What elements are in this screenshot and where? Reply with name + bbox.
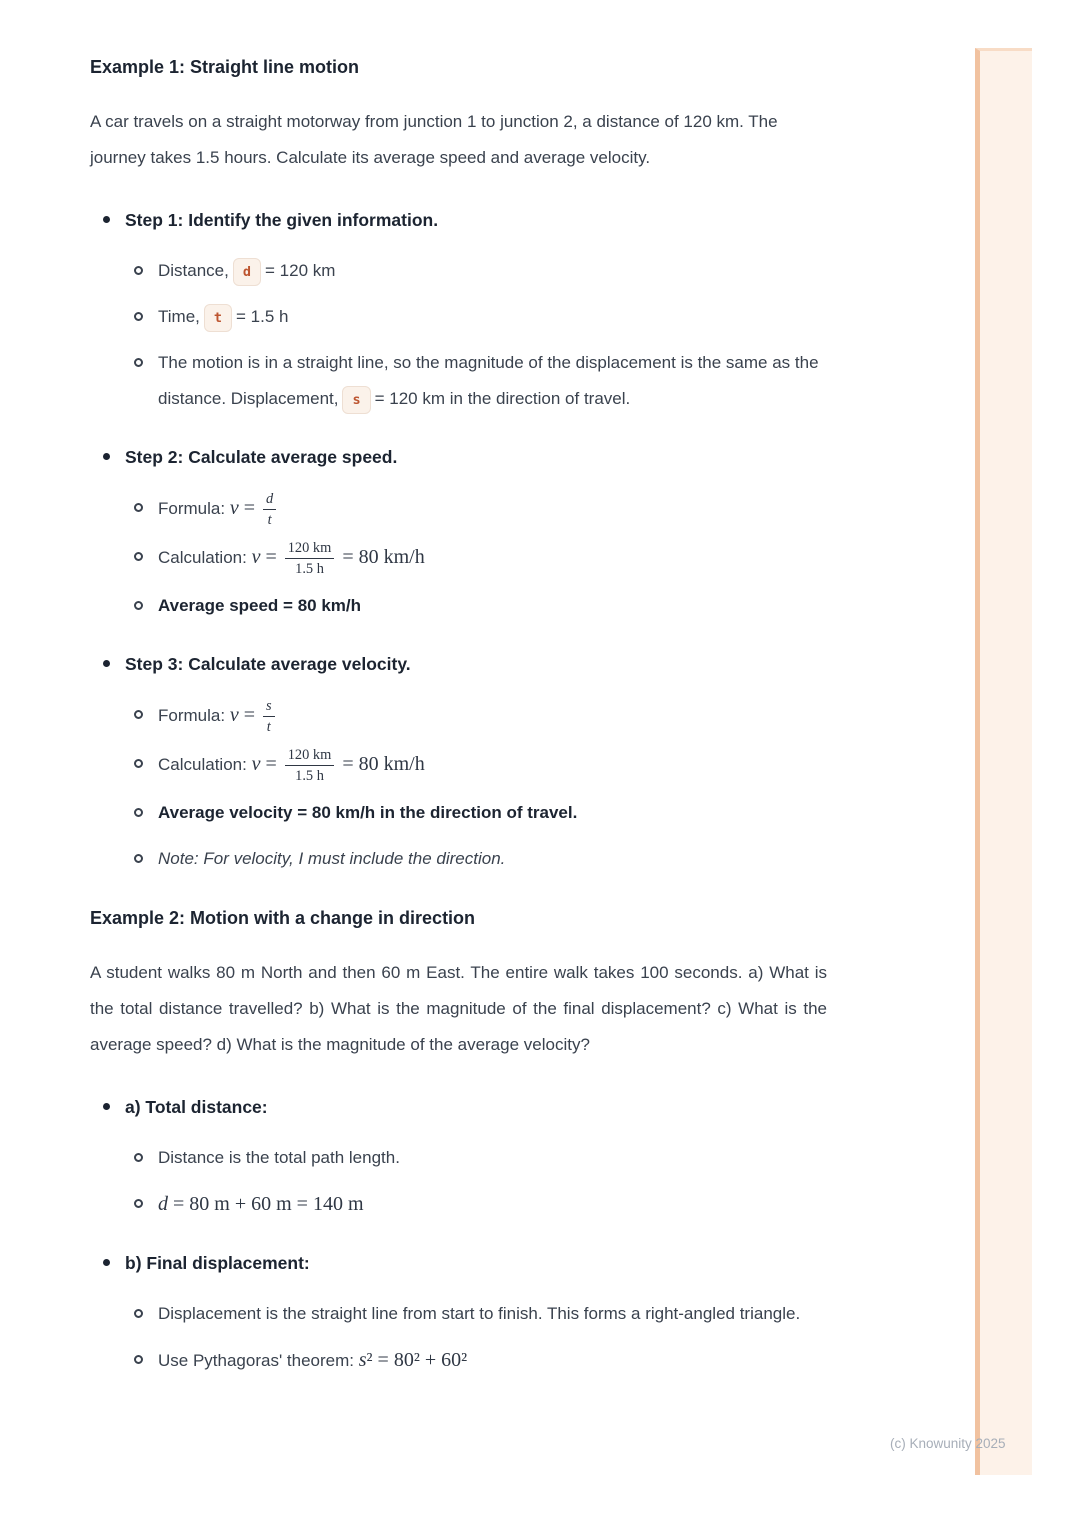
disc-bullet-icon bbox=[103, 216, 110, 223]
velocity-result: Average velocity = 80 km/h in the direction of travel. bbox=[158, 803, 578, 822]
formula-label: Formula: bbox=[158, 706, 226, 726]
example1-intro-paragraph: A car travels on a straight motorway from junction 1 to junction 2, a distance of 120 km. The journey takes 1.5 hours. Calculate its average speed and average velocity. bbox=[90, 112, 778, 167]
speed-formula-math: v = $\frac{d}{t}$ bbox=[230, 497, 279, 519]
pythagoras-item bbox=[125, 1342, 827, 1379]
fraction: $\frac{120 km}{1.5 h}$ bbox=[285, 746, 335, 785]
displacement-note-pre: The motion is in a straight line, so the magnitude of the displacement is the same as the distance. Displacement, bbox=[158, 353, 819, 408]
example2-intro-paragraph: A student walks 80 m North and then 60 m East. The entire walk takes 100 seconds. a) What is the total distance travelled? b) What is the magnitude of the final displacement? c) What is the average speed? d) What is the magnitude of the average velocity? bbox=[90, 963, 827, 1054]
distance-given-pre: Distance, bbox=[158, 261, 229, 280]
circle-bullet-icon bbox=[134, 552, 143, 561]
velocity-note-item bbox=[125, 841, 827, 877]
variable-badge-t: t bbox=[204, 304, 232, 332]
distance-given-post: = 120 km bbox=[265, 261, 336, 280]
circle-bullet-icon bbox=[134, 710, 143, 719]
circle-bullet-icon bbox=[134, 503, 143, 512]
variable-badge-d: d bbox=[233, 258, 261, 286]
circle-bullet-icon bbox=[134, 1309, 143, 1318]
list-item bbox=[125, 345, 827, 417]
velocity-formula-item bbox=[125, 697, 827, 736]
step2-sublist bbox=[125, 490, 827, 624]
disc-bullet-icon bbox=[103, 660, 110, 667]
part-b-sublist bbox=[125, 1296, 827, 1379]
velocity-note: Note: For velocity, I must include the direction. bbox=[158, 849, 506, 868]
circle-bullet-icon bbox=[134, 1199, 143, 1208]
calculation-label: Calculation: bbox=[158, 548, 247, 568]
time-given-pre: Time, bbox=[158, 307, 200, 326]
pythagoras-equation-math: s² = 80² + 60² bbox=[358, 1349, 468, 1371]
displacement-definition-text: Displacement is the straight line from start to finish. This forms a right-angled triangle. bbox=[158, 1304, 801, 1323]
list-item bbox=[125, 1140, 827, 1176]
circle-bullet-icon bbox=[134, 1355, 143, 1364]
velocity-calculation-math: v = $\frac{120 km}{1.5 h}$ = 80 km/h bbox=[251, 747, 425, 784]
circle-bullet-icon bbox=[134, 854, 143, 863]
notes-content bbox=[90, 54, 827, 1407]
part-a-heading: a) Total distance: bbox=[125, 1097, 268, 1117]
step2-item bbox=[90, 439, 827, 624]
disc-bullet-icon bbox=[103, 1103, 110, 1110]
formula-label: Formula: bbox=[158, 499, 226, 519]
copyright-text: (c) Knowunity 2025 bbox=[890, 1436, 1006, 1451]
displacement-note-post: = 120 km in the direction of travel. bbox=[374, 389, 631, 408]
list-item bbox=[125, 253, 827, 289]
accent-stripe bbox=[975, 48, 1032, 1475]
circle-bullet-icon bbox=[134, 759, 143, 768]
speed-result-item bbox=[125, 588, 827, 624]
circle-bullet-icon bbox=[134, 358, 143, 367]
velocity-calculation-item bbox=[125, 746, 827, 785]
speed-result: Average speed = 80 km/h bbox=[158, 596, 362, 615]
velocity-formula-math: v = $\frac{s}{t}$ bbox=[230, 704, 278, 726]
distance-equation-item bbox=[125, 1186, 827, 1223]
list-item bbox=[125, 299, 827, 335]
example1-steps-list bbox=[90, 202, 827, 877]
fraction: $\frac{d}{t}$ bbox=[263, 490, 276, 529]
part-a-item bbox=[90, 1089, 827, 1223]
list-item bbox=[125, 1296, 827, 1332]
example1-heading: Example 1: Straight line motion bbox=[90, 57, 360, 77]
variable-badge-s: s bbox=[342, 386, 370, 414]
fraction: $\frac{s}{t}$ bbox=[263, 697, 275, 736]
time-given-post: = 1.5 h bbox=[236, 307, 289, 326]
step2-heading: Step 2: Calculate average speed. bbox=[125, 447, 398, 467]
step1-sublist bbox=[125, 253, 827, 417]
step3-item bbox=[90, 646, 827, 877]
circle-bullet-icon bbox=[134, 266, 143, 275]
circle-bullet-icon bbox=[134, 601, 143, 610]
distance-equation-math: d = 80 m + 60 m = 140 m bbox=[158, 1193, 364, 1215]
step1-item bbox=[90, 202, 827, 417]
step3-sublist bbox=[125, 697, 827, 877]
circle-bullet-icon bbox=[134, 1153, 143, 1162]
fraction: $\frac{120 km}{1.5 h}$ bbox=[285, 539, 335, 578]
circle-bullet-icon bbox=[134, 808, 143, 817]
part-b-item bbox=[90, 1245, 827, 1379]
disc-bullet-icon bbox=[103, 453, 110, 460]
example2-heading: Example 2: Motion with a change in direction bbox=[90, 908, 476, 928]
path-length-text: Distance is the total path length. bbox=[158, 1148, 400, 1167]
pythagoras-label: Use Pythagoras' theorem: bbox=[158, 1351, 355, 1370]
example2-parts-list bbox=[90, 1089, 827, 1379]
step1-heading: Step 1: Identify the given information. bbox=[125, 210, 439, 230]
part-b-heading: b) Final displacement: bbox=[125, 1253, 310, 1273]
speed-calculation-math: v = $\frac{120 km}{1.5 h}$ = 80 km/h bbox=[251, 540, 425, 577]
step3-heading: Step 3: Calculate average velocity. bbox=[125, 654, 411, 674]
speed-formula-item bbox=[125, 490, 827, 529]
velocity-result-item bbox=[125, 795, 827, 831]
part-a-sublist bbox=[125, 1140, 827, 1223]
disc-bullet-icon bbox=[103, 1259, 110, 1266]
speed-calculation-item bbox=[125, 539, 827, 578]
circle-bullet-icon bbox=[134, 312, 143, 321]
calculation-label: Calculation: bbox=[158, 755, 247, 775]
